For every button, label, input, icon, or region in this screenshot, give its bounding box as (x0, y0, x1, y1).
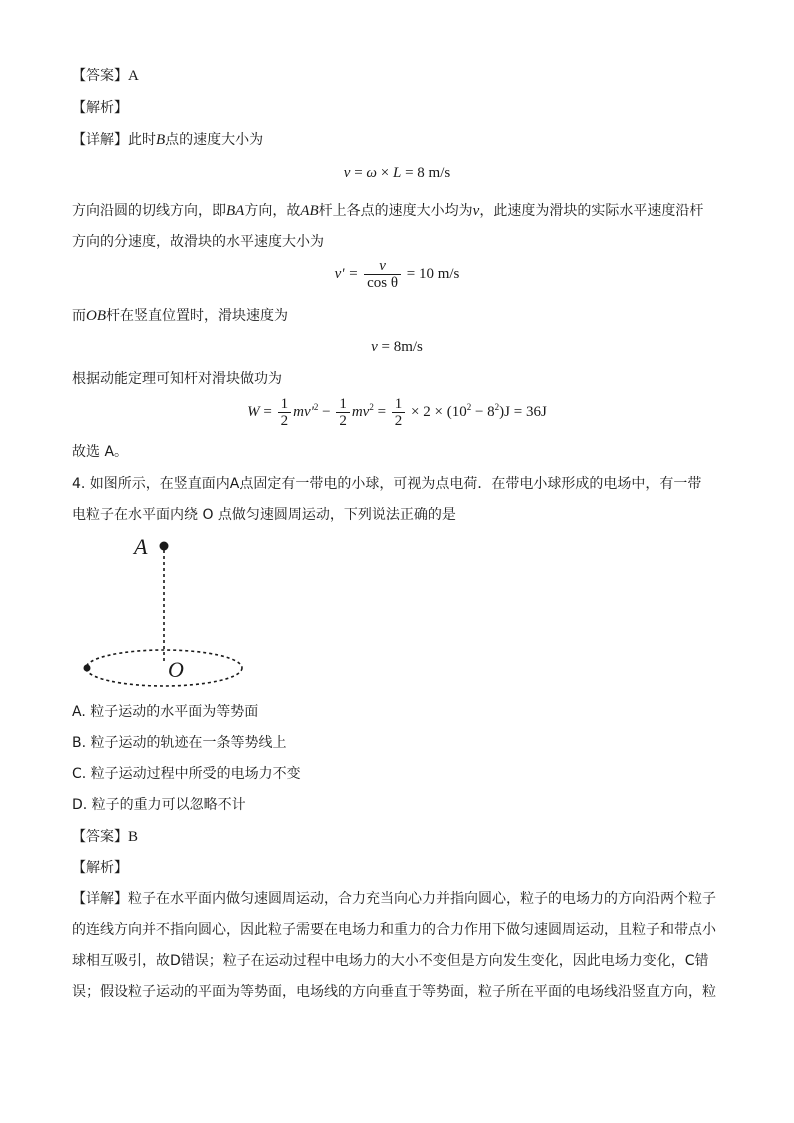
numerator: 1 (336, 396, 350, 413)
exponent: 2 (313, 401, 319, 412)
eq-term: − 8 (471, 403, 495, 420)
eq-op: = (350, 165, 367, 181)
equation-4 (0, 396, 794, 429)
text-span: 此时 (128, 132, 156, 148)
detail-line-q4-3: 球相互吸引，故D错误；粒子在运动过程中电场力的大小不变但是方向发生变化，因此电场力变化，C错 (72, 953, 709, 969)
eq-var: v' = (334, 265, 363, 282)
text-span: 杆上各点的速度大小均为 (318, 203, 473, 219)
variable-ab: AB (300, 203, 319, 219)
detail-line-q4-1 (72, 889, 716, 909)
question-4-stem-2: 电粒子在水平面内绕 O 点做匀速圆周运动，下列说法正确的是 (72, 507, 456, 523)
analysis-tag: 【解析】 (72, 860, 128, 876)
text-span: 方向沿圆的切线方向，即 (72, 203, 226, 219)
exponent: 2 (494, 401, 500, 412)
text-span: ，此速度为滑块的实际水平速度沿杆 (479, 203, 704, 219)
figure-svg (80, 530, 260, 695)
detail-line-q4-4: 误；假设粒子运动的平面为等势面，电场线的方向垂直于等势面，粒子所在平面的电场线沿竖直方向，粒 (72, 984, 716, 1000)
numerator: 1 (278, 396, 292, 413)
eq-var: L (392, 165, 402, 181)
eq-value: )J = 36J (499, 403, 547, 420)
text-span: 方向，故 (244, 203, 301, 219)
option-d: D. 粒子的重力可以忽略不计 (72, 797, 246, 813)
analysis-tag: 【解析】 (72, 100, 128, 116)
variable-v: v (472, 203, 480, 219)
detail-line-1 (72, 130, 263, 150)
exponent: 2 (369, 401, 374, 412)
eq-var: v (343, 165, 351, 181)
text-span: 而 (72, 308, 86, 324)
label-o: O (168, 657, 184, 682)
answer-tag: 【答案】 (72, 829, 128, 845)
eq-var: ω (366, 165, 378, 181)
denominator: cos θ (367, 275, 399, 291)
detail-tag: 【详解】 (72, 891, 128, 907)
question-4-stem-1: 4. 如图所示，在竖直面内A点固定有一带电的小球，可视为点电荷．在带电小球形成的电场中，有一带 (72, 476, 702, 492)
orbit-ellipse (86, 650, 242, 686)
detail-line-4 (72, 306, 288, 326)
answer-value: A (128, 68, 139, 84)
eq-term: mv (351, 403, 370, 420)
denominator: 2 (280, 413, 289, 429)
eq-value: = 10 m/s (403, 265, 460, 282)
option-a: A. 粒子运动的水平面为等势面 (72, 704, 259, 720)
eq-term: × 2 × (10 (407, 403, 467, 420)
detail-line-3: 方向的分速度，故滑块的水平速度大小为 (72, 234, 324, 250)
eq-term: mv' (293, 403, 314, 420)
denominator: 2 (339, 413, 347, 429)
text-span: 粒子在水平面内做匀速圆周运动，合力充当向心力并指向圆心，粒子的电场力的方向沿两个粒子 (128, 891, 716, 907)
variable-ob: OB (86, 308, 106, 324)
option-b: B. 粒子运动的轨迹在一条等势线上 (72, 735, 287, 751)
particle-dot (84, 665, 91, 672)
equation-2 (0, 258, 794, 291)
detail-line-2 (72, 201, 703, 221)
variable-b: B (156, 132, 166, 148)
answer-value: B (128, 829, 139, 845)
text-span: 杆在竖直位置时，滑块速度为 (106, 308, 288, 324)
eq-value: = 8 m/s (401, 165, 451, 181)
text-span: 点的速度大小为 (165, 132, 264, 148)
answer-line (72, 66, 139, 86)
numerator: v (364, 258, 401, 275)
eq-value: = 8m/s (377, 339, 423, 355)
fraction (392, 396, 406, 429)
option-c: C. 粒子运动过程中所受的电场力不变 (72, 766, 301, 782)
equation-1 (0, 163, 794, 183)
detail-line-q4-2: 的连线方向并不指向圆心，因此粒子需要在电场力和重力的合力作用下做匀速圆周运动，且粒子和带点小 (72, 922, 716, 938)
charged-ball-dot (160, 542, 169, 551)
fraction (364, 258, 401, 291)
conclusion-line: 故选 A。 (72, 444, 129, 460)
fraction (336, 396, 350, 429)
physics-figure (80, 530, 260, 695)
equation-3 (0, 337, 794, 357)
eq-op: − (318, 403, 335, 420)
variable-ba: BA (226, 203, 245, 219)
fraction (278, 396, 292, 429)
answer-line-4 (72, 827, 138, 847)
numerator: 1 (392, 396, 406, 413)
answer-tag: 【答案】 (72, 68, 128, 84)
detail-line-5: 根据动能定理可知杆对滑块做功为 (72, 371, 282, 387)
exponent: 2 (466, 401, 472, 412)
eq-op: = (373, 403, 390, 420)
eq-op: = (259, 403, 276, 420)
label-a: A (134, 534, 148, 559)
eq-var: W (247, 403, 260, 420)
detail-tag: 【详解】 (72, 132, 128, 148)
denominator: 2 (394, 413, 403, 429)
eq-op: × (377, 165, 393, 181)
eq-var: v (371, 339, 378, 355)
